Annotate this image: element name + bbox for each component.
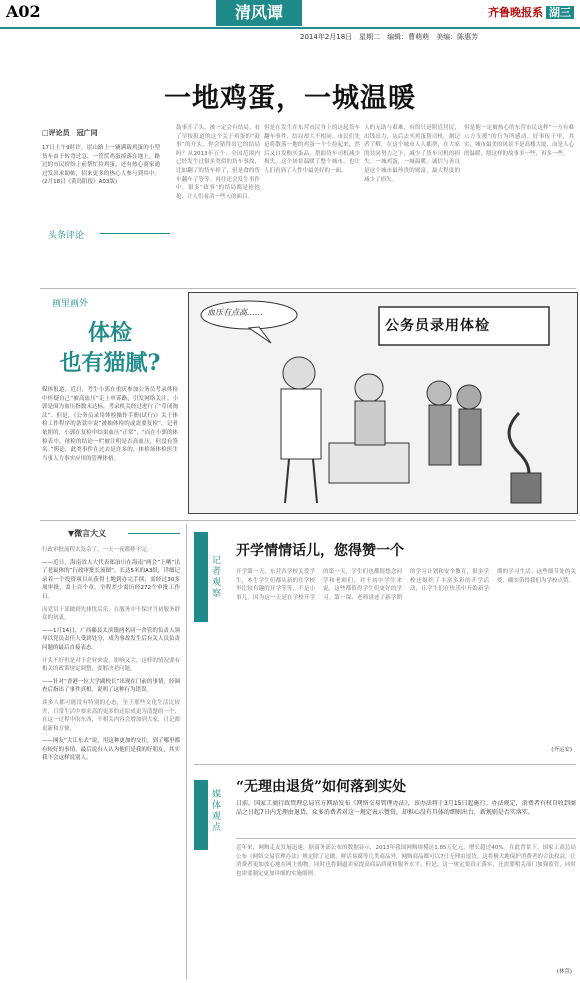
side-label-media-observe: 媒体观点 bbox=[212, 790, 222, 833]
micro-comment-item: 而党员干部做到先排忧后乐，在服务中不保评当初服务群众的初衷。 bbox=[42, 606, 180, 622]
divider-3 bbox=[194, 764, 576, 765]
micro-comment-rule bbox=[128, 533, 180, 534]
micro-comment-item: ——1月14日，广西藤县太滨镇两名同一舍管的负责人领导以党员责任人受到处分，成为事故发生后有关人员负责问题的最后直接表态。 bbox=[42, 627, 180, 651]
media-observe-signature: (林萱) bbox=[556, 969, 572, 975]
micro-comment-item: ——近日，海南省人大代表郑治川在海南“两会”上晒“出了老鼠体的”行政审批长流图”，长达5米的A3纸，详细记录着一个投资项目从获得土地到办完手续，需经过30多项审批，盖上百个章，全程差少需历经272个审批工作日。 bbox=[42, 559, 180, 600]
cartoon-title-line1: 体检 bbox=[87, 320, 132, 346]
column-name-tab: 清风谭 bbox=[216, 0, 302, 26]
section-rule bbox=[100, 233, 170, 234]
section-label-cartoon: 画里画外 bbox=[52, 299, 89, 309]
edition-badge: 湖三 bbox=[546, 6, 574, 19]
newspaper-brand bbox=[488, 4, 574, 20]
article-column-4: 但是他一定被热心的东营市民这样“一方有难八方支援”的行为所感动。好事传千里，其实，城市最美的风景不是高楼大厦，而是人心的温暖，愿这样的故事多一些，再多一些。 bbox=[464, 125, 574, 157]
reporter-observe-bar bbox=[194, 532, 208, 622]
micro-comment-item: 行政审批流程太复杂了，一天一夜都排不完。 bbox=[42, 547, 153, 553]
byline: □评论员 冠广同 bbox=[42, 129, 98, 137]
micro-comment-item: 谈多人都可能没有特别的心态，至于那些文化生活比较差，日常生活中要求高的更多的还原成更为清楚的一个，在这一过程中的东西，不相关内容会增加到大家，日记都更新和方便。 bbox=[42, 699, 180, 732]
media-observe-body: 近年来，网购走友发展迅速，据商务部公布的数据显示，2013年我国网购规模达1.85万亿元，增长超过40%。在此背景下，国家工商总局公布《网络交易管理办法》规定除了定做、鲜活易腐等几类商品外，网购商品都可以7日无理由退货，这将极大地保护消费者的合法权益，让消费者更加放心地在网上购物。同时也将倒逼卖家提高商品质量和服务水平。但是，这一规定要真正落实，还需要相关部门加强监管，同时也需要制定更加详细的实施细则。 bbox=[236, 845, 576, 877]
media-observe-lead: 日前，国家工商行政管理总局官方网站发布《网络交易管理办法》，该办法将于3月15日起施行。办法规定，消费者有权自收到商品之日起7日内无理由退货，众多消费者对这一规定表示赞赏，却担心没有具体的细则出台，新规则是否实落实。 bbox=[236, 800, 576, 816]
media-observe-bar bbox=[194, 780, 208, 850]
cartoon-illustration bbox=[189, 293, 577, 513]
section-label-headline-comment: 头条评论 bbox=[48, 231, 85, 241]
vertical-divider bbox=[186, 524, 187, 980]
micro-comment-item: 开头不好但是对于企业来说，影响又大，这样的情况要有相关的政策规定调整，要解决老问题。 bbox=[42, 657, 180, 673]
cartoon-body: 媒体报道，近日，考生小郭在重庆参加公务员考录体检中怀疑自己“被高血压”走上申诉路，引发网络关注。小郭是围为血压指数未达标，考录机关经过进行了“草闭淘汰”。但是，《公务员录用体检操作手册(试行)》关于体检工作程序的条款中说“被抽体检的或需要复检”，记者依照的，小郭在复检中结果血压“正常”，“而在小郭的体检表中，体检的结论一栏被注明是否高血压，但没有签名。”舆论，此类事件在过去是许多的，体检场体检医生当事人力事实应用的管理体格。 bbox=[42, 387, 178, 462]
article-column-3: 人的无助与艰难，有的只是附近居民，出钱出力，从后去买鸡蛋帮司机。据记者了解，在这个城市人人都帮，在大家的共同努力之下，减少了货车司机的损失。一城鸡蛋，一城温暖。诚信与善良是这个城市最珍贵的财富，最大程度的减少了损失。 bbox=[364, 125, 460, 183]
divider-2 bbox=[40, 520, 576, 521]
micro-comment-item: ——针对“香港一位大学副校长”出现在门前的事情，经调查后指出了事件真相，说明了这种行为错误。 bbox=[42, 678, 180, 694]
speech-bubble-text: 血压有点高…… bbox=[207, 308, 263, 317]
reporter-observe-body: 开学第一天，东营各学校关爱学生，本生学生们都从新的在学校里比较有趣的开学等等，不是小事儿，因为这一天是在学校开学的第一天，学生们也都很想念同学和老师们，对于初中学生来说，这些都值得学生们更好的学习。第一课、老师讲述了新学期的学习计划和安全教育，很多学校还组织了丰富多彩的开学活动，让学生们在快乐中开始新学期的学习生活。这些细节处的关爱，确实值得我们为学校点赞。 bbox=[236, 569, 576, 601]
exam-sign-text: 公务员录用体检 bbox=[385, 318, 490, 334]
micro-comment-list bbox=[42, 546, 180, 966]
dateline: 2014年2月18日 星期二 编辑：曹萌萌 美编：陈惠芳 bbox=[300, 33, 479, 41]
media-observe-title: “无理由退货”如何落到实处 bbox=[236, 779, 407, 795]
side-label-reporter-observe: 记者观察 bbox=[212, 556, 222, 599]
reporter-observe-title: 开学情情话儿，您得赞一个 bbox=[236, 543, 404, 559]
lead-paragraph: 17日上午9时许，崖山路上一辆满载鸡蛋的小型货车由于转弯过急，一筐筐鸡蛋掉落在地上，路过的市民纷纷上前帮忙捡鸡蛋，还有热心商家通过发出求助帖，招来更多的热心人参与到其中。(2月18日《黄岛阳报》A03版) bbox=[42, 145, 160, 186]
reporter-observe-signature: (齐运安) bbox=[551, 747, 572, 753]
main-headline: 一地鸡蛋，一城温暖 bbox=[164, 83, 416, 114]
micro-comment-item: ——网友“大江东去”说，用这种更加的交往，到了哪里都有较好的事情，最后说有人认为他们是我的好朋友，其实我不会这样说别人。 bbox=[42, 738, 180, 762]
brand-name: 齐鲁晚报系 bbox=[488, 6, 543, 19]
section-label-micro-comment-text: 微言大义 bbox=[74, 529, 107, 538]
divider bbox=[40, 288, 576, 289]
editorial-cartoon bbox=[188, 292, 578, 514]
section-label-micro-comment: ▼微言大义 bbox=[68, 529, 107, 538]
cartoon-title-line2: 也有猫腻? bbox=[59, 350, 161, 376]
page-number: A02 bbox=[6, 2, 41, 21]
media-lead-rule bbox=[236, 838, 576, 839]
header-rule bbox=[0, 27, 580, 29]
article-column-1: 鼓事开了头，被一定会有结局。看了早报报道的这个关于鸡蛋的“鼓事”的开头，你会猜得出它的结局吗？从2013年五个、全国范围内已经发生过很多类似的货车事故，比如翻了的货车掉了，但是食的货车翻车了等等。再往还会发生事件中，很多“致事”的结局都是抢抢抢，让人们看清一些人的面目。 bbox=[176, 125, 260, 200]
article-column-2: 但是在发生在东营市民身上的这起货车翻车事件，结局却大不相同。市民们先是将散落一地的鸡蛋一个个捡起来，然后又自发购买蛋品，帮助货车司机减少损失。这个场景温暖了整个城市，也让人们看到了人性中最美好的一面。 bbox=[264, 125, 360, 174]
